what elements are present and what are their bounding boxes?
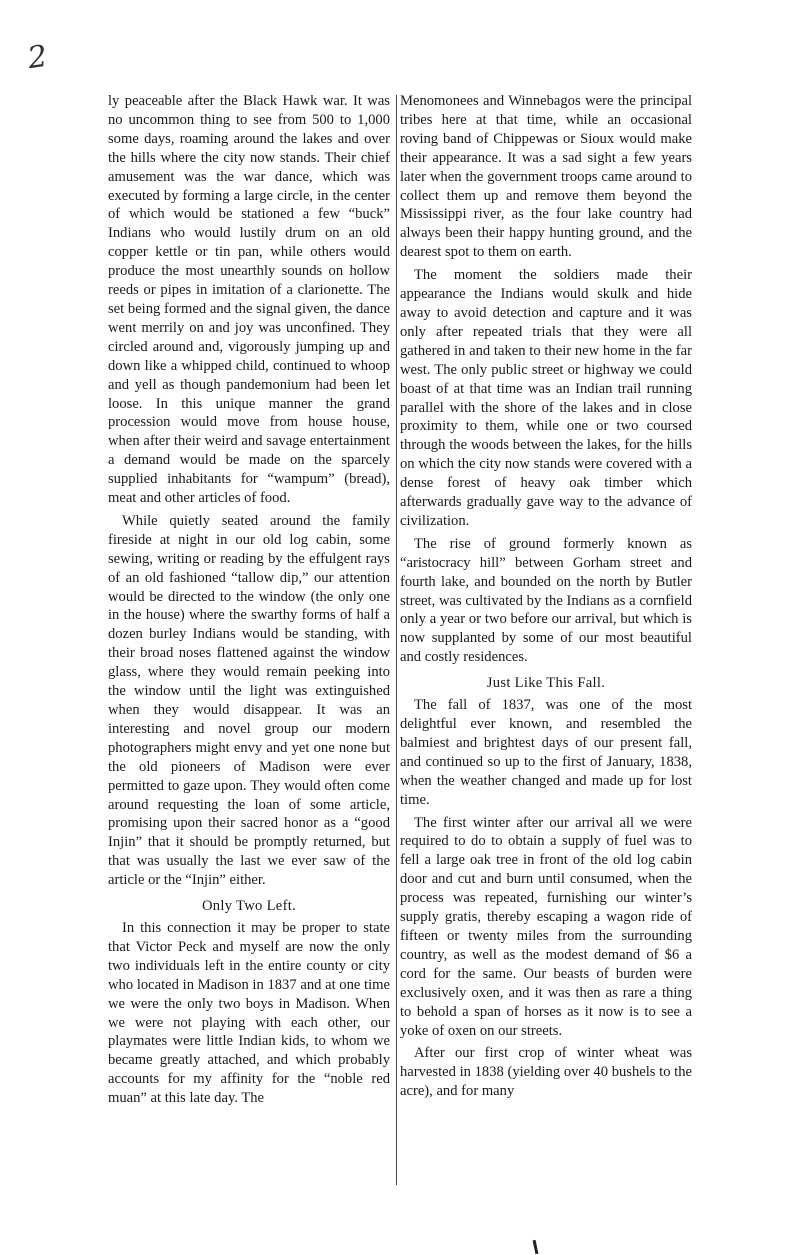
paragraph: In this connection it may be proper to state that Victor Peck and myself are now the only two individuals left in the entire county or city who located in Madison in 1837 and at one time we were the only two boys in Madison. When we were not playing with each other, our playmates were little Indian kids, to whom we became greatly attached, and which probably accounts for my affinity for the “noble red muan” at this late day. The [108,919,390,1107]
paragraph: The first winter after our arrival all we were required to do to obtain a supply of fuel was to fell a large oak tree in front of the old log cabin door and cut and burn until consumed, when the process was repeated, furnishing our winter’s supply gratis, thereby escaping a wagon ride of fifteen or twenty miles from the surrounding country, as well as the modest demand of $6 a cord for the same. Our beasts of burden were exclusively oxen, and it was then as rare a thing to behold a span of horses as it now is to see a yoke of oxen on our streets. [400,814,692,1039]
section-heading: Only Two Left. [201,898,297,915]
paragraph: After our first crop of winter wheat was harvested in 1838 (yielding over 40 bushels to the acre), and for many [400,1045,692,1100]
column-divider [396,95,397,1185]
left-column [108,92,390,1108]
paragraph: The moment the soldiers made their appearance the Indians would skulk and hide away to avoid detection and capture and it was only after repeated trials that they were all gathered in and taken to their new home in the far west. The only public street or highway we could boast of at that time was an Indian trail running parallel with the shore of the lakes and in close proximity to them, while one or two coursed through the woods between the lakes, for the hills on which the city now stands were covered with a dense forest of heavy oak timber which afterwards gradually gave way to the advance of civilization. [400,267,692,529]
right-column [400,92,692,1101]
paragraph: The fall of 1837, was one of the most delightful ever known, and resembled the balmiest and brightest days of our present fall, and continued so up to the first of January, 1838, when the weather changed and made up for lost time. [400,697,692,808]
paragraph: Menomonees and Winnebagos were the principal tribes here at that time, while an occasional roving band of Chippewas or Sioux would make their appearance. It was a sad sight a few years later when the government troops came around to collect them up and remove them beyond the Mississippi river, as the four lake country had always been their happy hunting ground, and the dearest spot to them on earth. [400,93,692,261]
paragraph: ly peaceable after the Black Hawk war. It was no uncommon thing to see from 500 to 1,000 some days, roaming around the lakes and over the hills where the city now stands. Their chief amusement was the war dance, which was executed by forming a large circle, in the center of which would be stationed a few “buck” Indians who would lustily drum on an old copper kettle or tin pan, while others would produce the most unearthly sounds on hollow reeds or pipes in imitation of a clarionette. The set being formed and the signal given, the dance went merrily on and joy was unconfined. They circled around and, vigorously jumping up and down like a whipped child, continued to whoop and yell as though pandemonium had been let loose. In this unique manner the grand procession would move from house house, when after their weird and savage entertainment a demand would be made on the sparcely supplied inhabitants for “wampum” (bread), meat and other articles of food. [108,93,390,507]
page-number: 2 [25,38,50,77]
section-heading: Just Like This Fall. [486,675,606,692]
ink-mark [533,1240,539,1254]
paragraph: While quietly seated around the family fireside at night in our old log cabin, some sewing, writing or reading by the effulgent rays of an old fashioned “tallow dip,” our attention would be directed to the window (the only one in the house) where the swarthy forms of half a dozen burley Indians would be standing, with their broad noses flattened against the window glass, where they would remain peeking into the window until the light was extinguished when they would disappear. It was an interesting and novel group our modern photographers might envy and yet one none but the old pioneers of Madison were ever permitted to gaze upon. They would often come around requesting the loan of some article, promising upon their sacred honor as a “good Injin” that it should be promptly returned, but that was usually the last we ever saw of the article or the “Injin” either. [108,512,390,889]
paragraph: The rise of ground formerly known as “aristocracy hill” between Gorham street and fourth lake, and bounded on the north by Butler street, was cultivated by the Indians as a cornfield only a year or two before our arrival, but which is now supplanted by some of our most beautiful and costly residences. [400,535,692,666]
